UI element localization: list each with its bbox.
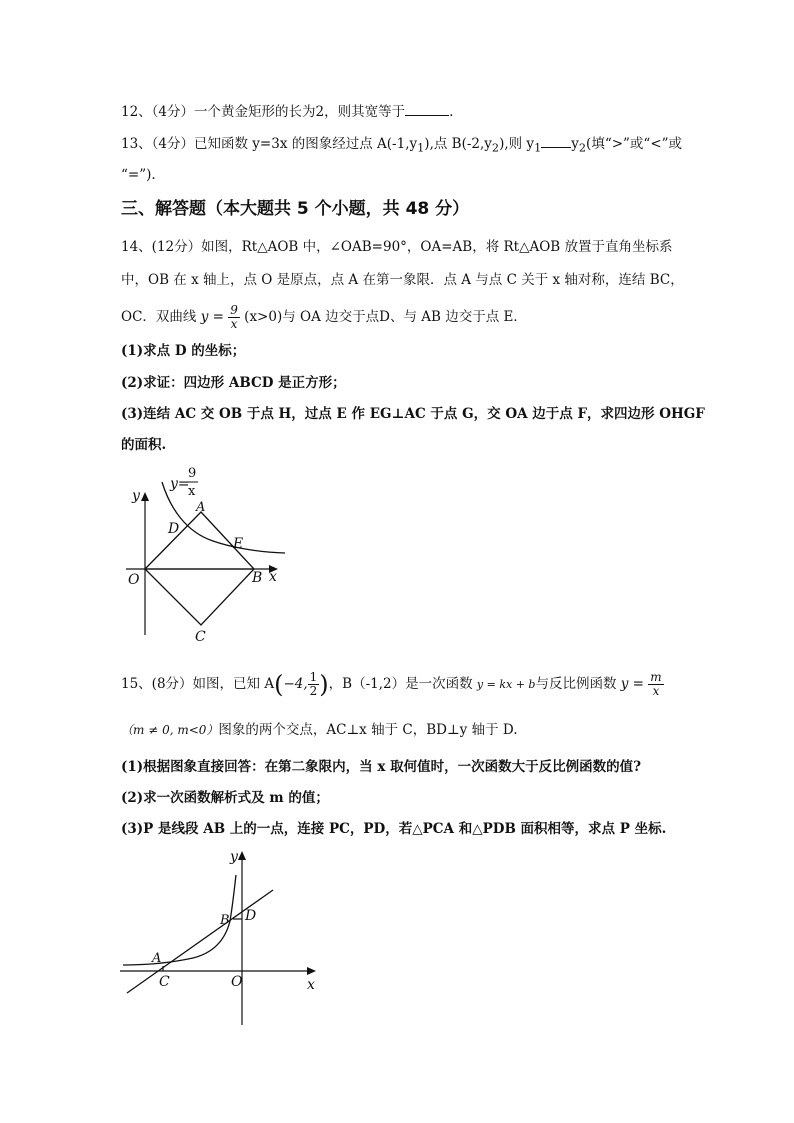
q15-point-a-num: 1	[309, 670, 318, 684]
q15-frac-den: x	[652, 684, 660, 698]
q15-paren-left: (	[274, 670, 284, 699]
fig1-label-o: O	[128, 572, 140, 588]
q12-text: 12、（4分）一个黄金矩形的长为2，则其宽等于	[121, 104, 406, 120]
q15-point-a-x: −4,	[283, 676, 308, 692]
q12-answer-blank[interactable]	[405, 115, 449, 116]
q14-frac-den: x	[230, 317, 238, 331]
q15-sub3: (3)P 是线段 AB 上的一点，连接 PC，PD，若△PCA 和△PDB 面积相等，求点 P 坐标.	[121, 821, 667, 837]
q15-line2-text: 图象的两个交点，AC⊥x 轴于 C，BD⊥y 轴于 D.	[218, 722, 518, 738]
fig2-line-ab	[127, 890, 273, 993]
q14-fraction	[228, 304, 240, 331]
fig2-label-x: x	[307, 977, 315, 993]
fig2-label-b: B	[220, 913, 230, 928]
fig2-label-y: y	[230, 849, 238, 865]
q15-sub2: (2)求一次函数解析式及 m 的值；	[121, 790, 329, 806]
q13-text-b: ),点 B(-2,y	[424, 136, 492, 152]
q15-condition: （m ≠ 0, m<0）	[121, 723, 219, 737]
q13-sub-4: 2	[578, 141, 587, 155]
q15-text-c: 与反比例函数	[535, 676, 617, 692]
q12-suffix: .	[449, 104, 454, 120]
figure-15-diagram	[115, 843, 330, 1028]
fig1-label-d: D	[168, 521, 180, 537]
q15-point-a-frac	[308, 671, 320, 698]
q13-text-d: y	[571, 136, 579, 152]
q14-line3-text-b: (x>0)与 OA 边交于点D、与 AB 边交于点 E．	[244, 309, 527, 325]
q13-answer-blank[interactable]	[541, 147, 571, 148]
q15-linear-fn: y = kx + b	[476, 678, 536, 691]
q15-sub1: (1)根据图象直接回答：在第二象限内，当 x 取何值时，一次函数大于反比例函数的值?	[121, 759, 642, 775]
fig1-curve-y: y=	[170, 476, 190, 492]
fig1-hyperbola	[162, 482, 285, 553]
q14-line3-text: OC．双曲线	[121, 309, 197, 325]
fig1-label-a: A	[196, 500, 206, 515]
fig1-curve-den: x	[188, 484, 196, 499]
q15-frac-num: m	[650, 670, 662, 684]
q13-sub-2: 2	[491, 141, 500, 155]
q13-text-c: ),则 y	[499, 136, 535, 152]
q13-sub-3: 1	[534, 141, 542, 155]
question-13-line2: “=”).	[121, 167, 156, 183]
fig1-label-y: y	[132, 488, 140, 504]
q15-line2	[121, 720, 518, 740]
q14-sub3-line2: 的面积.	[121, 437, 167, 453]
q15-point-a-den: 2	[309, 684, 318, 698]
fig1-label-x: x	[269, 569, 277, 585]
q14-line3	[121, 304, 527, 331]
q14-formula-y: y =	[200, 309, 224, 325]
section-heading: 三、解答题（本大题共 5 个小题，共 48 分）	[121, 199, 470, 219]
q15-paren-right: )	[319, 670, 329, 699]
q14-sub3-line1: (3)连结 AC 交 OB 于点 H，过点 E 作 EG⊥AC 于点 G，交 OA 边于点 F，求四边形 OHGF	[121, 406, 705, 422]
fig1-label-c: C	[195, 629, 206, 645]
fig1-label-b: B	[252, 570, 263, 586]
q14-line2: 中，OB 在 x 轴上，点 O 是原点，点 A 在第一象限．点 A 与点 C 关于 x 轴对称，连结 BC，	[121, 272, 684, 288]
question-12	[121, 102, 453, 122]
q14-sub1: (1)求点 D 的坐标；	[121, 343, 246, 359]
fig2-label-d: D	[245, 908, 257, 924]
q15-formula-y: y =	[620, 676, 644, 692]
q15-text-b: ，B（-1,2）是一次函数	[328, 676, 473, 692]
fig1-y-arrow	[141, 492, 149, 501]
q15-text-a: 15、(8分）如图，已知 A	[121, 676, 275, 692]
fig2-y-arrow	[238, 851, 246, 860]
q14-frac-num: 9	[230, 303, 238, 317]
q13-sub-1: 1	[417, 141, 425, 155]
question-13-line1	[121, 134, 682, 159]
q13-text-e: (填“>”或“<”或	[586, 136, 683, 152]
q14-line1: 14、(12分）如图，Rt△AOB 中，∠OAB=90°，OA=AB，将 Rt△AOB 放置于直角坐标系	[121, 239, 673, 255]
q14-sub2: (2)求证：四边形 ABCD 是正方形；	[121, 375, 346, 391]
fig2-label-a: A	[152, 951, 162, 966]
q15-line1	[121, 669, 664, 700]
q13-text-a: 13、（4分）已知函数 y=3x 的图象经过点 A(-1,y	[121, 136, 418, 152]
fig1-label-e: E	[233, 536, 244, 552]
q15-fraction	[648, 671, 663, 698]
fig1-curve-num: 9	[188, 466, 197, 481]
fig2-label-c: C	[159, 974, 170, 990]
fig2-label-o: O	[231, 974, 243, 990]
fig2-x-arrow	[307, 967, 316, 975]
figure-14-diagram	[118, 460, 293, 650]
